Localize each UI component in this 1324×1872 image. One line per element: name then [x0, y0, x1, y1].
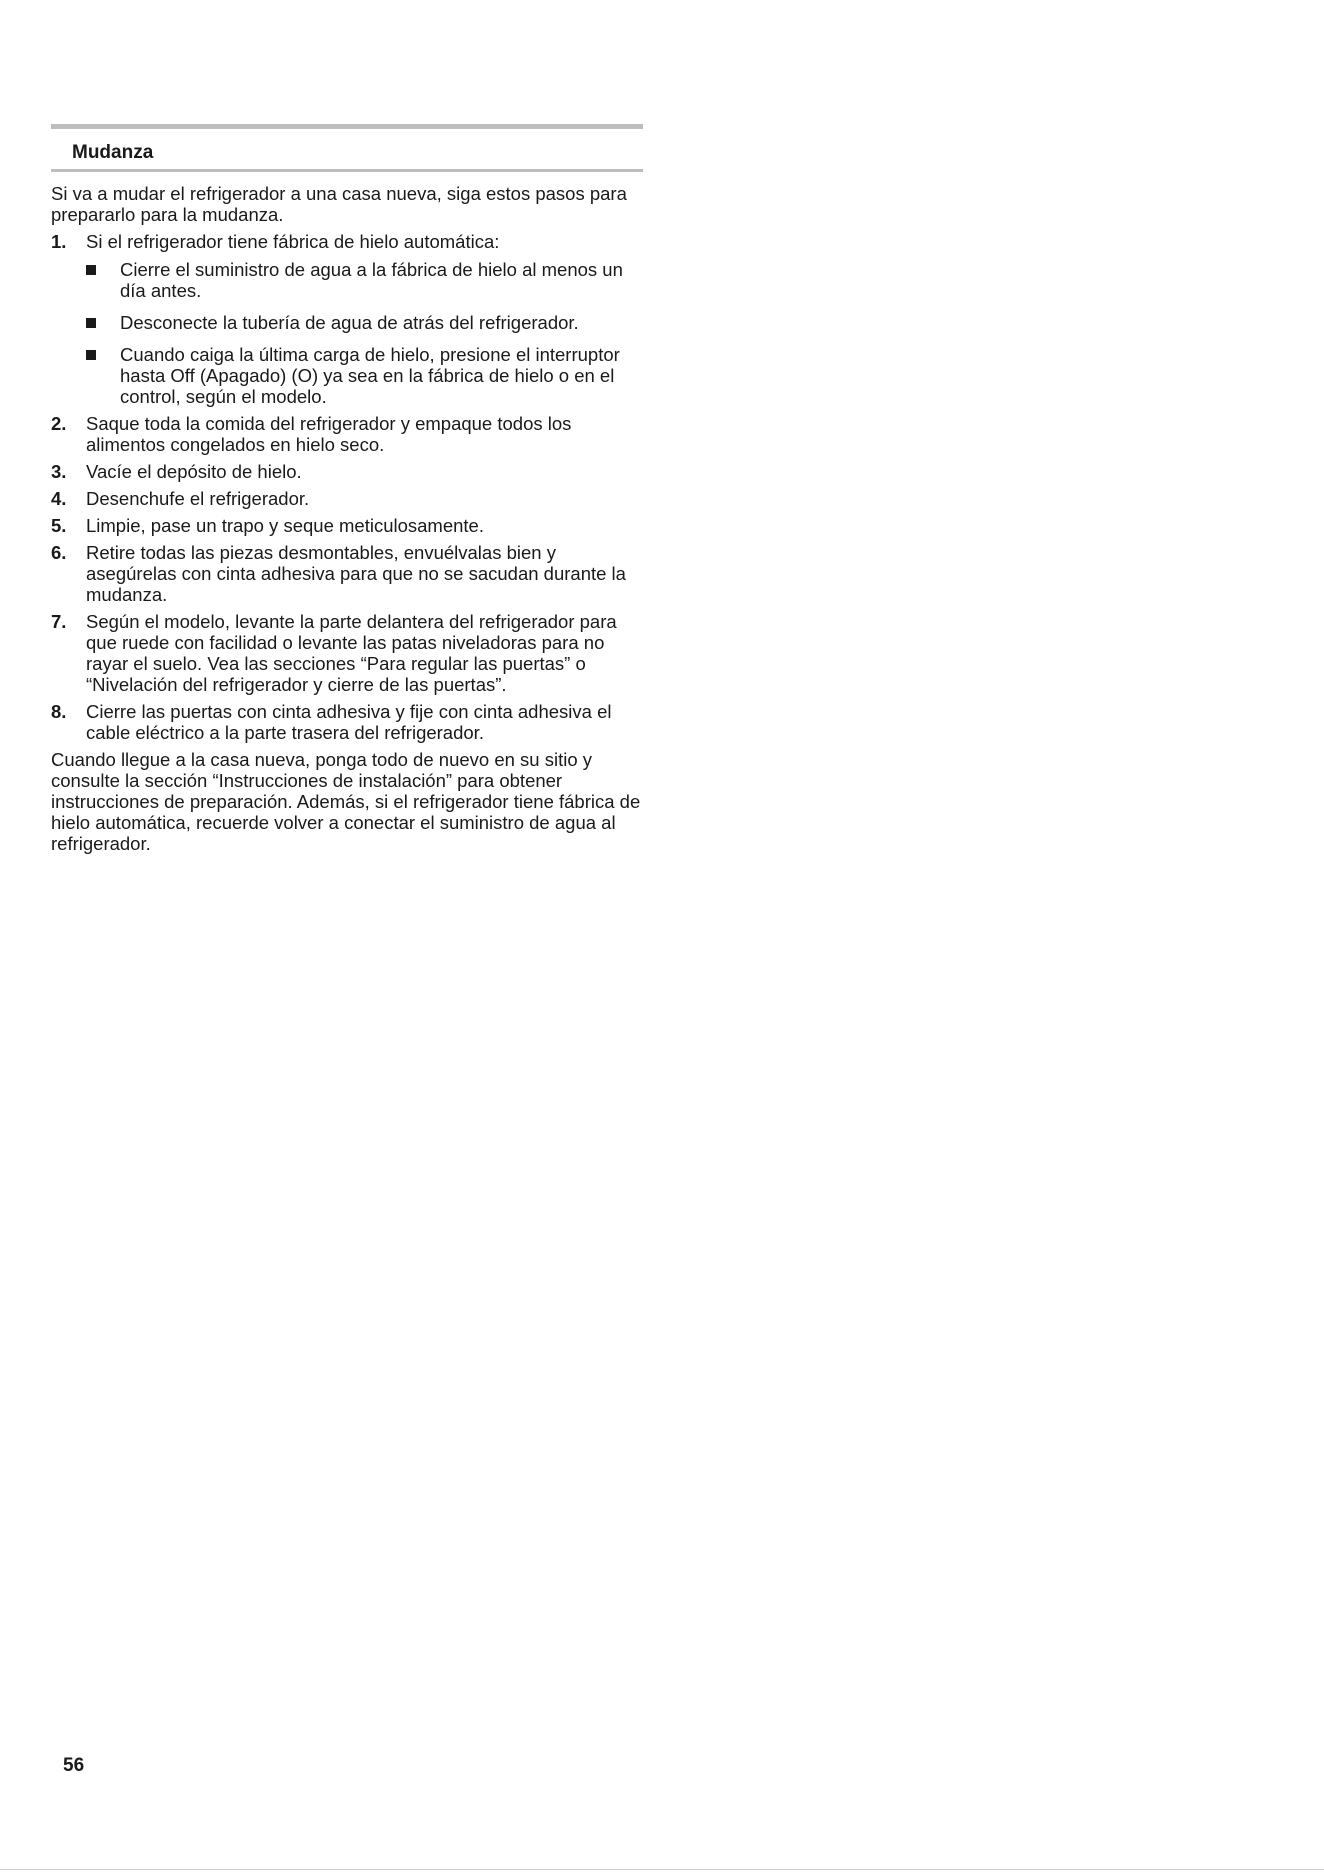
step-5: [51, 515, 643, 536]
bullet-item: [86, 259, 643, 301]
step-number: 1.: [51, 231, 67, 252]
closing-paragraph: Cuando llegue a la casa nueva, ponga todo de nuevo en su sitio y consulte la sección “Instrucciones de instalación” para obtener instrucciones de preparación. Además, si el refrigerador tiene fábrica de hielo automática, recuerde volver a conectar el suministro de agua al refrigerador.: [51, 749, 641, 854]
section-title: Mudanza: [72, 142, 154, 163]
step-text: Cierre las puertas con cinta adhesiva y fije con cinta adhesiva el cable eléctrico a la parte trasera del refrigerador.: [86, 701, 612, 743]
step-8: [51, 701, 643, 743]
intro-paragraph: Si va a mudar el refrigerador a una casa nueva, siga estos pasos para prepararlo para la mudanza.: [51, 183, 627, 225]
step-text: Vacíe el depósito de hielo.: [86, 461, 302, 482]
bullet-text: Desconecte la tubería de agua de atrás del refrigerador.: [120, 312, 579, 333]
step-text: Retire todas las piezas desmontables, envuélvalas bien y asegúrelas con cinta adhesiva para que no se sacudan durante la mudanza.: [86, 542, 626, 605]
step-4: [51, 488, 643, 509]
bullet-item: [86, 344, 643, 407]
bullet-square-icon: [86, 318, 96, 328]
step-text: Saque toda la comida del refrigerador y empaque todos los alimentos congelados en hielo seco.: [86, 413, 572, 455]
step-3: [51, 461, 643, 482]
step-number: 3.: [51, 461, 67, 482]
bullet-text: Cierre el suministro de agua a la fábrica de hielo al menos un día antes.: [120, 259, 623, 301]
section-title-rule: [51, 169, 643, 172]
bullet-text: Cuando caiga la última carga de hielo, presione el interruptor hasta Off (Apagado) (O) ya sea en la fábrica de hielo o en el control, según el modelo.: [120, 344, 620, 407]
step-text: Si el refrigerador tiene fábrica de hielo automática:: [86, 231, 500, 252]
step-1-bullets: [86, 259, 643, 407]
bullet-square-icon: [86, 265, 96, 275]
step-number: 2.: [51, 413, 67, 434]
step-1: [51, 231, 643, 407]
step-text: Desenchufe el refrigerador.: [86, 488, 310, 509]
step-number: 7.: [51, 611, 67, 632]
step-7: [51, 611, 643, 695]
step-number: 8.: [51, 701, 67, 722]
page-number: 56: [63, 1755, 85, 1776]
step-number: 5.: [51, 515, 67, 536]
step-6: [51, 542, 643, 605]
bullet-square-icon: [86, 350, 96, 360]
steps-list: [51, 231, 643, 743]
step-2: [51, 413, 643, 455]
step-text: Según el modelo, levante la parte delantera del refrigerador para que ruede con facilidad o levante las patas niveladoras para no rayar el suelo. Vea las secciones “Para regular las puertas” o “Nivelación del refrigerador y cierre de las puertas”.: [86, 611, 617, 695]
page-bottom-edge: [0, 1869, 1324, 1870]
step-number: 6.: [51, 542, 67, 563]
step-number: 4.: [51, 488, 67, 509]
bullet-item: [86, 312, 643, 333]
moving-section: [51, 124, 643, 860]
step-text: Limpie, pase un trapo y seque meticulosamente.: [86, 515, 484, 536]
